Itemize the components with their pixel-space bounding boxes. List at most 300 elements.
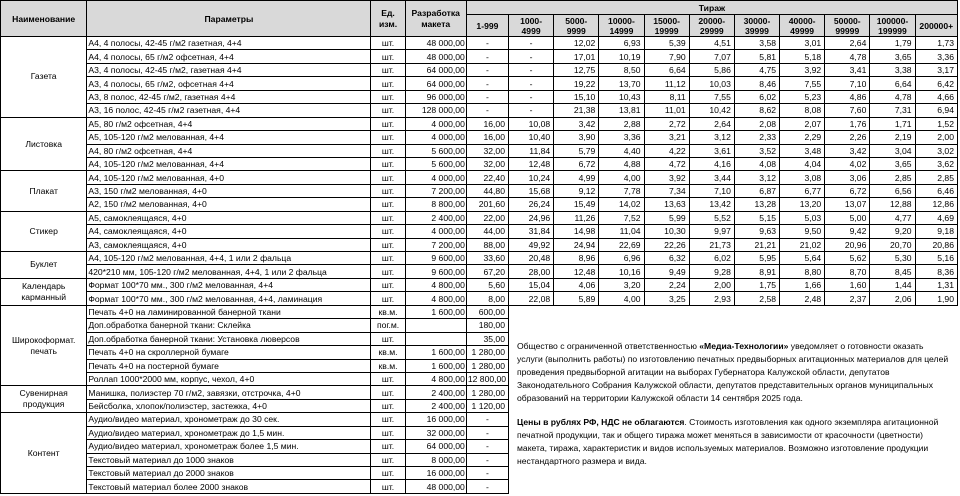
table-row [1, 305, 958, 318]
unit-cell: шт. [371, 50, 405, 63]
price-cell: 8,36 [915, 265, 957, 278]
design-price-cell: 16 000,00 [405, 467, 466, 480]
unit-cell: шт. [371, 440, 405, 453]
price-cell: 15,04 [509, 278, 554, 291]
table-row [1, 238, 958, 251]
price-cell: 5,86 [689, 63, 734, 76]
unit-cell: шт. [371, 90, 405, 103]
price-cell: 44,80 [466, 184, 508, 197]
unit-cell: шт. [371, 131, 405, 144]
price-cell: 6,02 [734, 90, 779, 103]
design-price-cell: 128 000,00 [405, 104, 466, 117]
price-cell: - [466, 77, 508, 90]
price-cell: 9,20 [870, 225, 915, 238]
header-range: 1-999 [466, 15, 508, 37]
price-cell: 5,16 [915, 252, 957, 265]
price-cell: 3,38 [870, 63, 915, 76]
price-cell: 8,91 [734, 265, 779, 278]
price-cell: 35,00 [466, 332, 508, 345]
price-cell: 7,07 [689, 50, 734, 63]
price-cell: 5,95 [734, 252, 779, 265]
price-cell: 6,64 [644, 63, 689, 76]
price-cell: 5,03 [780, 211, 825, 224]
notice-text [509, 305, 958, 493]
design-price-cell: 32 000,00 [405, 426, 466, 439]
price-cell: 4,86 [825, 90, 870, 103]
price-cell: 9,97 [689, 225, 734, 238]
price-cell: 3,42 [554, 117, 599, 130]
unit-cell: шт. [371, 252, 405, 265]
table-row [1, 77, 958, 90]
header-design: Разработка макета [405, 1, 466, 37]
param-cell: Аудио/видео материал, хронометраж до 1,5 мин. [87, 426, 371, 439]
price-cell: 3,20 [599, 278, 644, 291]
price-cell: 13,28 [734, 198, 779, 211]
param-cell: Доп.обработка банерной ткани: Установка люверсов [87, 332, 371, 345]
price-cell: 2,64 [689, 117, 734, 130]
price-cell: 6,42 [915, 77, 957, 90]
price-cell: 2,48 [780, 292, 825, 305]
design-price-cell: 5 600,00 [405, 144, 466, 157]
price-cell: 8,11 [644, 90, 689, 103]
price-cell: 2,29 [780, 131, 825, 144]
price-cell: 21,21 [734, 238, 779, 251]
price-cell: 5,89 [554, 292, 599, 305]
price-cell: 5,64 [780, 252, 825, 265]
price-cell: - [509, 90, 554, 103]
price-cell: - [466, 50, 508, 63]
price-cell: 3,21 [644, 131, 689, 144]
price-cell: 8,08 [780, 104, 825, 117]
price-cell: 2,58 [734, 292, 779, 305]
price-cell: 6,94 [915, 104, 957, 117]
price-cell: 4,08 [734, 157, 779, 170]
price-cell: 10,40 [509, 131, 554, 144]
price-cell: 10,30 [644, 225, 689, 238]
unit-cell: шт. [371, 467, 405, 480]
price-cell: - [466, 426, 508, 439]
unit-cell: шт. [371, 278, 405, 291]
design-price-cell: 4 800,00 [405, 278, 466, 291]
price-cell: 10,19 [599, 50, 644, 63]
price-cell: 3,12 [734, 171, 779, 184]
table-row [1, 184, 958, 197]
price-cell: 4,04 [780, 157, 825, 170]
category-cell: Газета [1, 37, 87, 118]
price-cell: 3,41 [825, 63, 870, 76]
param-cell: А5, самоклеящаяся, 4+0 [87, 211, 371, 224]
design-price-cell: 1 600,00 [405, 359, 466, 372]
price-cell: 5,79 [554, 144, 599, 157]
design-price-cell: 64 000,00 [405, 77, 466, 90]
unit-cell: шт. [371, 480, 405, 493]
price-cell: 5,99 [644, 211, 689, 224]
unit-cell: шт. [371, 157, 405, 170]
price-cell: 4,16 [689, 157, 734, 170]
header-range: 5000- 9999 [554, 15, 599, 37]
price-cell: 4,66 [915, 90, 957, 103]
param-cell: А5, 105-120 г/м2 мелованная, 4+4 [87, 131, 371, 144]
price-cell: - [466, 63, 508, 76]
price-cell: 1,79 [870, 37, 915, 50]
price-cell: 9,42 [825, 225, 870, 238]
param-cell: 420*210 мм, 105-120 г/м2 мелованная, 4+4, 1 или 2 фальца [87, 265, 371, 278]
param-cell: Аудио/видео материал, хронометраж более 1,5 мин. [87, 440, 371, 453]
design-price-cell: 4 000,00 [405, 225, 466, 238]
price-cell: 9,28 [689, 265, 734, 278]
param-cell: А2, 150 г/м2 мелованная, 4+0 [87, 198, 371, 211]
price-cell: 13,07 [825, 198, 870, 211]
price-cell: 12,02 [554, 37, 599, 50]
price-cell: 3,62 [915, 157, 957, 170]
price-cell: - [509, 104, 554, 117]
unit-cell: шт. [371, 171, 405, 184]
unit-cell: шт. [371, 77, 405, 90]
param-cell: Текстовый материал до 1000 знаков [87, 453, 371, 466]
price-cell: 4,00 [599, 171, 644, 184]
design-price-cell: 2 400,00 [405, 399, 466, 412]
pricing-note-paragraph [517, 416, 950, 468]
price-cell: 3,42 [825, 144, 870, 157]
price-cell: 3,36 [915, 50, 957, 63]
price-cell: 22,26 [644, 238, 689, 251]
price-cell: 5,00 [825, 211, 870, 224]
price-cell: 44,00 [466, 225, 508, 238]
price-cell: 3,17 [915, 63, 957, 76]
price-cell: 13,81 [599, 104, 644, 117]
price-cell: 7,78 [599, 184, 644, 197]
price-cell: 10,42 [689, 104, 734, 117]
param-cell: Формат 100*70 мм., 300 г/м2 мелованная, 4+4 [87, 278, 371, 291]
price-cell: 1,44 [870, 278, 915, 291]
price-cell: - [466, 440, 508, 453]
price-cell: 8,50 [599, 63, 644, 76]
price-cell: - [466, 37, 508, 50]
header-range: 100000- 199999 [870, 15, 915, 37]
price-cell: 32,00 [466, 157, 508, 170]
price-cell: 11,12 [644, 77, 689, 90]
price-cell: 3,44 [689, 171, 734, 184]
price-cell: 10,08 [509, 117, 554, 130]
price-cell: 16,00 [466, 117, 508, 130]
price-cell: 1,90 [915, 292, 957, 305]
price-cell: - [466, 467, 508, 480]
price-cell: 6,96 [599, 252, 644, 265]
unit-cell: шт. [371, 386, 405, 399]
price-cell: - [466, 453, 508, 466]
unit-cell: шт. [371, 225, 405, 238]
price-cell: 3,92 [780, 63, 825, 76]
param-cell: А3, самоклеящаяся, 4+0 [87, 238, 371, 251]
param-cell: А4, самоклеящаяся, 4+0 [87, 225, 371, 238]
category-cell: Широкоформат. печать [1, 305, 87, 386]
price-cell: 3,01 [780, 37, 825, 50]
price-cell: 1 280,00 [466, 346, 508, 359]
category-cell: Стикер [1, 211, 87, 251]
price-cell: 4,40 [599, 144, 644, 157]
price-cell: 3,04 [870, 144, 915, 157]
price-cell: 13,42 [689, 198, 734, 211]
param-cell: А3, 4 полосы, 42-45 г/м2, газетная 4+4 [87, 63, 371, 76]
param-cell: А3, 8 полос, 42-45 г/м2, газетная 4+4 [87, 90, 371, 103]
param-cell: А4, 4 полосы, 65 г/м2 офсетная, 4+4 [87, 50, 371, 63]
param-cell: Печать 4+0 на ламинированной банерной ткани [87, 305, 371, 318]
design-price-cell: 5 600,00 [405, 157, 466, 170]
notice-body: уведомляет о готовности оказать услуги (выполнить работы) по изготовлению печатных предвыборных агитационных материалов для целей проведения предвыборной агитации на выборах Губернатора Калужской области, депутатов Законодательного Собрания Калужской области, депутатов представительных органов муниципальных образований на территории Калужской области 14 сентября 2025 года. [517, 340, 949, 403]
price-cell: 1 280,00 [466, 359, 508, 372]
price-cell: 20,48 [509, 252, 554, 265]
param-cell: Доп.обработка банерной ткани: Склейка [87, 319, 371, 332]
price-cell: 15,10 [554, 90, 599, 103]
price-cell: 9,50 [780, 225, 825, 238]
price-cell: 7,34 [644, 184, 689, 197]
price-cell: 3,02 [915, 144, 957, 157]
param-cell: Текстовый материал до 2000 знаков [87, 467, 371, 480]
price-cell: 11,01 [644, 104, 689, 117]
price-cell: 5,39 [644, 37, 689, 50]
table-row [1, 144, 958, 157]
table-row [1, 63, 958, 76]
price-cell: 15,49 [554, 198, 599, 211]
table-row [1, 131, 958, 144]
price-cell: 7,10 [689, 184, 734, 197]
unit-cell: кв.м. [371, 346, 405, 359]
price-cell: 4,78 [870, 90, 915, 103]
price-cell: 20,96 [825, 238, 870, 251]
price-cell: 1 280,00 [466, 386, 508, 399]
param-cell: А5, 80 г/м2 офсетная, 4+4 [87, 117, 371, 130]
design-price-cell: 48 000,00 [405, 480, 466, 493]
price-cell: 1,73 [915, 37, 957, 50]
price-cell: 2,07 [780, 117, 825, 130]
price-cell: 26,24 [509, 198, 554, 211]
price-cell: 1 120,00 [466, 399, 508, 412]
price-cell: 2,72 [644, 117, 689, 130]
price-cell: 5,18 [780, 50, 825, 63]
design-price-cell [405, 319, 466, 332]
price-cell: 2,85 [870, 171, 915, 184]
price-cell: - [466, 413, 508, 426]
unit-cell: шт. [371, 104, 405, 117]
price-cell: 3,08 [780, 171, 825, 184]
price-cell: 3,48 [780, 144, 825, 157]
category-cell: Сувенирная продукция [1, 386, 87, 413]
price-cell: 2,08 [734, 117, 779, 130]
price-cell: 1,71 [870, 117, 915, 130]
param-cell: А4, 105-120 г/м2 мелованная, 4+4, 1 или 2 фальца [87, 252, 371, 265]
price-cell: 17,01 [554, 50, 599, 63]
price-cell: 49,92 [509, 238, 554, 251]
category-cell: Буклет [1, 252, 87, 279]
price-cell: 5,23 [780, 90, 825, 103]
price-cell: 11,04 [599, 225, 644, 238]
price-cell: 21,73 [689, 238, 734, 251]
price-cell: 6,93 [599, 37, 644, 50]
param-cell: Печать 4+0 на скроллерной бумаге [87, 346, 371, 359]
price-cell: 8,00 [466, 292, 508, 305]
price-cell: 4,06 [554, 278, 599, 291]
notice-prefix: Общество с ограниченной ответственностью [517, 340, 700, 351]
price-cell: 4,51 [689, 37, 734, 50]
pricing-note-body: . Стоимость изготовления как одного экземпляра агитационной печатной продукции, так и общего тиража может меняться в зависимости от красочности (цветности) макета, тиража, характеристик и видов используемых материалов. Возможно изготовление продукции нестандартного размера и вида. [517, 416, 939, 466]
price-cell: 6,77 [780, 184, 825, 197]
table-row [1, 225, 958, 238]
price-cell: 12,48 [509, 157, 554, 170]
table-row [1, 292, 958, 305]
design-price-cell: 16 000,00 [405, 413, 466, 426]
unit-cell: шт. [371, 63, 405, 76]
price-cell: 1,76 [825, 117, 870, 130]
design-price-cell: 7 200,00 [405, 238, 466, 251]
price-cell: 19,22 [554, 77, 599, 90]
price-cell: 3,06 [825, 171, 870, 184]
design-price-cell: 1 600,00 [405, 305, 466, 318]
price-cell: 67,20 [466, 265, 508, 278]
unit-cell: шт. [371, 184, 405, 197]
unit-cell: шт. [371, 372, 405, 385]
param-cell: Аудио/видео материал, хронометраж до 30 сек. [87, 413, 371, 426]
price-cell: 1,75 [734, 278, 779, 291]
price-cell: 2,88 [599, 117, 644, 130]
table-row [1, 278, 958, 291]
price-cell: 13,63 [644, 198, 689, 211]
price-cell: 180,00 [466, 319, 508, 332]
param-cell: А4, 80 г/м2 офсетная, 4+4 [87, 144, 371, 157]
price-cell: 2,24 [644, 278, 689, 291]
price-cell: 15,68 [509, 184, 554, 197]
param-cell: А4, 105-120 г/м2 мелованная, 4+0 [87, 171, 371, 184]
price-cell: - [466, 480, 508, 493]
price-cell: 5,15 [734, 211, 779, 224]
price-cell: 7,55 [780, 77, 825, 90]
header-params: Параметры [87, 1, 371, 37]
price-cell: 2,93 [689, 292, 734, 305]
table-row [1, 50, 958, 63]
category-cell: Плакат [1, 171, 87, 211]
price-cell: 21,02 [780, 238, 825, 251]
price-cell: 12,75 [554, 63, 599, 76]
design-price-cell: 4 000,00 [405, 131, 466, 144]
price-cell: 4,75 [734, 63, 779, 76]
price-cell: 2,33 [734, 131, 779, 144]
price-cell: 2,37 [825, 292, 870, 305]
param-cell: Формат 100*70 мм., 300 г/м2 мелованная, 4+4, ламинация [87, 292, 371, 305]
price-cell: 4,77 [870, 211, 915, 224]
param-cell: А3, 4 полосы, 65 г/м2, офсетная 4+4 [87, 77, 371, 90]
design-price-cell [405, 332, 466, 345]
price-cell: 12,48 [554, 265, 599, 278]
price-cell: 3,12 [689, 131, 734, 144]
company-name: «Медиа-Технологии» [699, 340, 789, 351]
price-cell: 8,45 [870, 265, 915, 278]
price-cell: 6,56 [870, 184, 915, 197]
unit-cell: шт. [371, 332, 405, 345]
design-price-cell: 48 000,00 [405, 50, 466, 63]
price-cell: 11,26 [554, 211, 599, 224]
header-range: 200000+ [915, 15, 957, 37]
price-cell: 6,87 [734, 184, 779, 197]
price-cell: 3,58 [734, 37, 779, 50]
price-cell: 10,24 [509, 171, 554, 184]
price-cell: 10,03 [689, 77, 734, 90]
header-range: 40000- 49999 [780, 15, 825, 37]
unit-cell: кв.м. [371, 305, 405, 318]
param-cell: А3, 150 г/м2 мелованная, 4+0 [87, 184, 371, 197]
price-cell: 4,22 [644, 144, 689, 157]
unit-cell: шт. [371, 292, 405, 305]
unit-cell: пог.м. [371, 319, 405, 332]
header-unit: Ед. изм. [371, 1, 405, 37]
price-cell: 16,00 [466, 131, 508, 144]
price-cell: 3,36 [599, 131, 644, 144]
price-cell: 2,85 [915, 171, 957, 184]
unit-cell: шт. [371, 265, 405, 278]
price-cell: 2,26 [825, 131, 870, 144]
price-cell: - [466, 104, 508, 117]
unit-cell: шт. [371, 413, 405, 426]
price-cell: 9,49 [644, 265, 689, 278]
unit-cell: шт. [371, 238, 405, 251]
price-cell: 1,60 [825, 278, 870, 291]
price-cell: 3,65 [870, 50, 915, 63]
design-price-cell: 48 000,00 [405, 37, 466, 50]
design-price-cell: 2 400,00 [405, 211, 466, 224]
price-cell: 12 800,00 [466, 372, 508, 385]
price-cell: 22,08 [509, 292, 554, 305]
price-cell: 9,63 [734, 225, 779, 238]
price-cell: 28,00 [509, 265, 554, 278]
price-cell: 14,98 [554, 225, 599, 238]
price-cell: 88,00 [466, 238, 508, 251]
price-cell: 5,52 [689, 211, 734, 224]
unit-cell: шт. [371, 399, 405, 412]
price-cell: 33,60 [466, 252, 508, 265]
table-row [1, 37, 958, 50]
category-cell: Календарь карманный [1, 278, 87, 305]
price-cell: 6,64 [870, 77, 915, 90]
price-cell: 2,64 [825, 37, 870, 50]
category-cell: Листовка [1, 117, 87, 171]
price-cell: 201,60 [466, 198, 508, 211]
price-cell: 8,62 [734, 104, 779, 117]
price-cell: - [509, 77, 554, 90]
price-cell: - [466, 90, 508, 103]
price-cell: 5,62 [825, 252, 870, 265]
unit-cell: шт. [371, 144, 405, 157]
header-range: 15000- 19999 [644, 15, 689, 37]
param-cell: Манишка, полиэстер 70 г/м2, завязки, отстрочка, 4+0 [87, 386, 371, 399]
price-cell: 2,00 [689, 278, 734, 291]
price-cell: 6,46 [915, 184, 957, 197]
price-cell: 6,02 [689, 252, 734, 265]
header-run: Тираж [466, 1, 957, 15]
price-cell: 2,00 [915, 131, 957, 144]
price-cell: 3,61 [689, 144, 734, 157]
design-price-cell: 9 600,00 [405, 252, 466, 265]
price-cell: 13,20 [780, 198, 825, 211]
price-cell: 13,70 [599, 77, 644, 90]
table-row [1, 117, 958, 130]
unit-cell: шт. [371, 198, 405, 211]
price-cell: 3,52 [734, 144, 779, 157]
price-cell: 21,38 [554, 104, 599, 117]
unit-cell: шт. [371, 426, 405, 439]
category-cell: Контент [1, 413, 87, 494]
design-price-cell: 64 000,00 [405, 440, 466, 453]
price-cell: 31,84 [509, 225, 554, 238]
price-cell: 7,90 [644, 50, 689, 63]
price-cell: 11,84 [509, 144, 554, 157]
